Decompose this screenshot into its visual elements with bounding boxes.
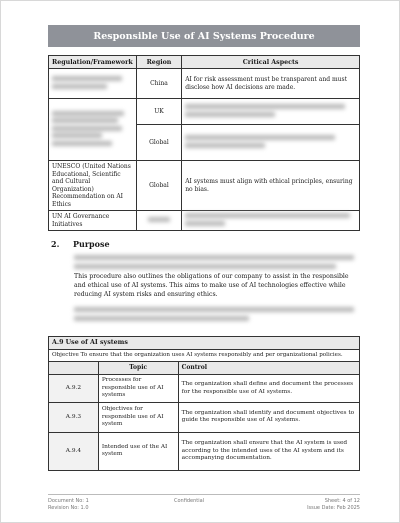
region-cell: China: [136, 69, 181, 99]
framework-cell: UNESCO (United Nations Educational, Scientific and Cultural Organization) Recommendation on AI Ethics: [49, 161, 137, 211]
header-topic: Topic: [98, 362, 178, 375]
region-cell: Global: [136, 125, 181, 161]
header-control: Control: [178, 362, 359, 375]
header-region: Region: [136, 56, 181, 69]
control-topic: Processes for responsible use of AI systems: [98, 375, 178, 403]
table-row: [49, 69, 360, 99]
control-text: The organization shall identify and document objectives to guide the responsible use of AI systems.: [178, 402, 359, 432]
aspects-cell: AI systems must align with ethical principles, ensuring no bias.: [182, 161, 360, 211]
control-id: A.9.2: [49, 375, 99, 403]
region-cell-blurred: [136, 211, 181, 231]
header-id: [49, 362, 99, 375]
control-text: The organization shall define and document the processes for the responsible use of AI systems.: [178, 375, 359, 403]
purpose-text: This procedure also outlines the obligations of our company to assist in the responsible and ethical use of AI systems. This aims to make use of AI technologies effective while reducing AI system risks and ensuring ethics.: [74, 272, 349, 298]
page-footer: [48, 494, 360, 512]
control-objective: Objective To ensure that the organization uses AI systems responsibly and per organizational policies.: [49, 350, 360, 362]
section-title: Purpose: [73, 239, 110, 249]
blurred-text: [74, 255, 360, 273]
control-table: [48, 336, 360, 471]
regulation-table-header: [49, 56, 360, 69]
framework-cell-blurred: [49, 99, 137, 161]
footer-sheet: Sheet: 4 of 12: [324, 497, 360, 504]
control-id: A.9.3: [49, 402, 99, 432]
section-heading: [51, 239, 110, 249]
aspects-cell: AI for risk assessment must be transparent and must disclose how AI decisions are made.: [182, 69, 360, 99]
control-heading: A.9 Use of AI systems: [49, 337, 360, 350]
table-row: [49, 402, 360, 432]
region-cell: UK: [136, 99, 181, 125]
blurred-paragraph: [74, 307, 360, 325]
aspects-cell-blurred: [182, 211, 360, 231]
header-critical-aspects: Critical Aspects: [182, 56, 360, 69]
table-row: [49, 375, 360, 403]
purpose-paragraph: [74, 255, 360, 300]
control-topic: Intended use of the AI system: [98, 432, 178, 470]
framework-cell: UN AI Governance Initiatives: [49, 211, 137, 231]
control-topic: Objectives for responsible use of AI system: [98, 402, 178, 432]
document-title: Responsible Use of AI Systems Procedure: [93, 30, 315, 42]
control-text: The organization shall ensure that the AI system is used according to the intended uses of the AI system and its accompanying documentation.: [178, 432, 359, 470]
section-number: 2.: [51, 239, 60, 249]
control-table-header: [49, 362, 360, 375]
footer-divider: [48, 494, 360, 495]
footer-revision: Revision No: 1.0: [48, 504, 89, 511]
aspects-cell-blurred: [182, 99, 360, 125]
footer-confidential: Confidential: [174, 497, 205, 504]
title-banner: [48, 25, 360, 47]
table-row: [49, 99, 360, 125]
footer-doc-no: Document No: 1: [48, 497, 89, 504]
aspects-cell-blurred: [182, 125, 360, 161]
header-framework: Regulation/Framework: [49, 56, 137, 69]
footer-issue-date: Issue Date: Feb 2025: [307, 504, 360, 511]
control-id: A.9.4: [49, 432, 99, 470]
table-row: [49, 432, 360, 470]
table-row: [49, 161, 360, 211]
framework-cell: [49, 69, 137, 99]
region-cell: Global: [136, 161, 181, 211]
table-row: [49, 211, 360, 231]
regulation-table: [48, 55, 360, 231]
